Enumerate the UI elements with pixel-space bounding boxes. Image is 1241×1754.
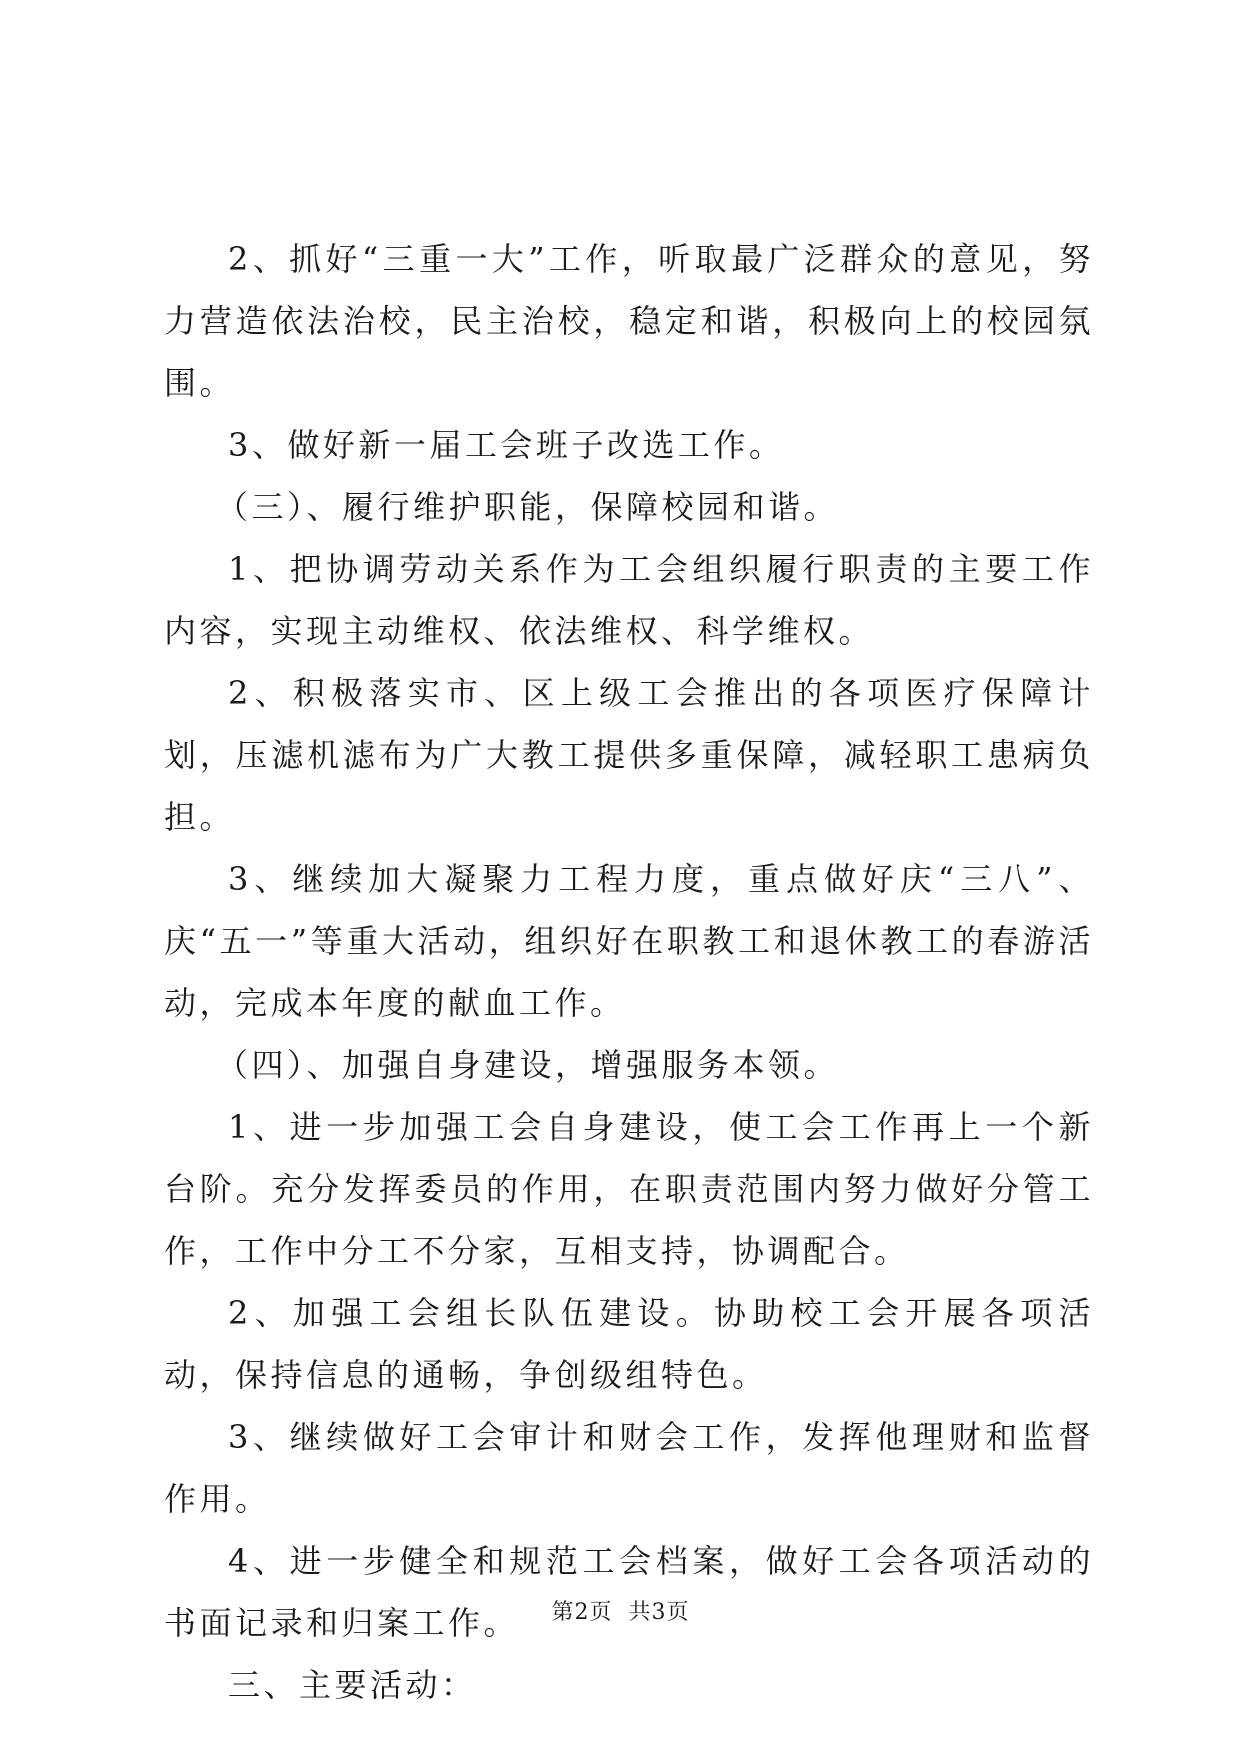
paragraph: 2、积极落实市、区上级工会推出的各项医疗保障计划，压滤机滤布为广大教工提供多重保障，减轻职工患病负担。 bbox=[164, 674, 1094, 836]
paragraph: 1、进一步加强工会自身建设，使工会工作再上一个新台阶。充分发挥委员的作用，在职责范围内努力做好分管工作，工作中分工不分家，互相支持，协调配合。 bbox=[164, 1108, 1094, 1270]
paragraph: 2、抓好“三重一大”工作，听取最广泛群众的意见，努力营造依法治校，民主治校，稳定和谐，积极向上的校园氛围。 bbox=[164, 240, 1094, 402]
paragraph: 4、进一步健全和规范工会档案，做好工会各项活动的书面记录和归案工作。 bbox=[164, 1542, 1094, 1642]
section-heading: （三）、履行维护职能，保障校园和谐。 bbox=[216, 488, 840, 526]
paragraph: 1、把协调劳动关系作为工会组织履行职责的主要工作内容，实现主动维权、依法维权、科学维权。 bbox=[164, 550, 1094, 650]
section-heading: 三、主要活动： bbox=[228, 1666, 477, 1704]
page-number: 第2页 bbox=[551, 1600, 613, 1625]
paragraph: 3、继续做好工会审计和财会工作，发挥他理财和监督作用。 bbox=[164, 1418, 1094, 1518]
paragraph: 3、继续加大凝聚力工程力度，重点做好庆“三八”、庆“五一”等重大活动，组织好在职教工和退休教工的春游活动，完成本年度的献血工作。 bbox=[164, 860, 1094, 1022]
paragraph: 2、加强工会组长队伍建设。协助校工会开展各项活动，保持信息的通畅，争创级组特色。 bbox=[164, 1294, 1094, 1394]
page-footer bbox=[0, 1595, 1241, 1626]
section-heading: （四）、加强自身建设，增强服务本领。 bbox=[216, 1046, 840, 1084]
page-total: 共3页 bbox=[628, 1600, 690, 1625]
document-body bbox=[164, 228, 1094, 1716]
paragraph: 3、做好新一届工会班子改选工作。 bbox=[228, 426, 785, 464]
